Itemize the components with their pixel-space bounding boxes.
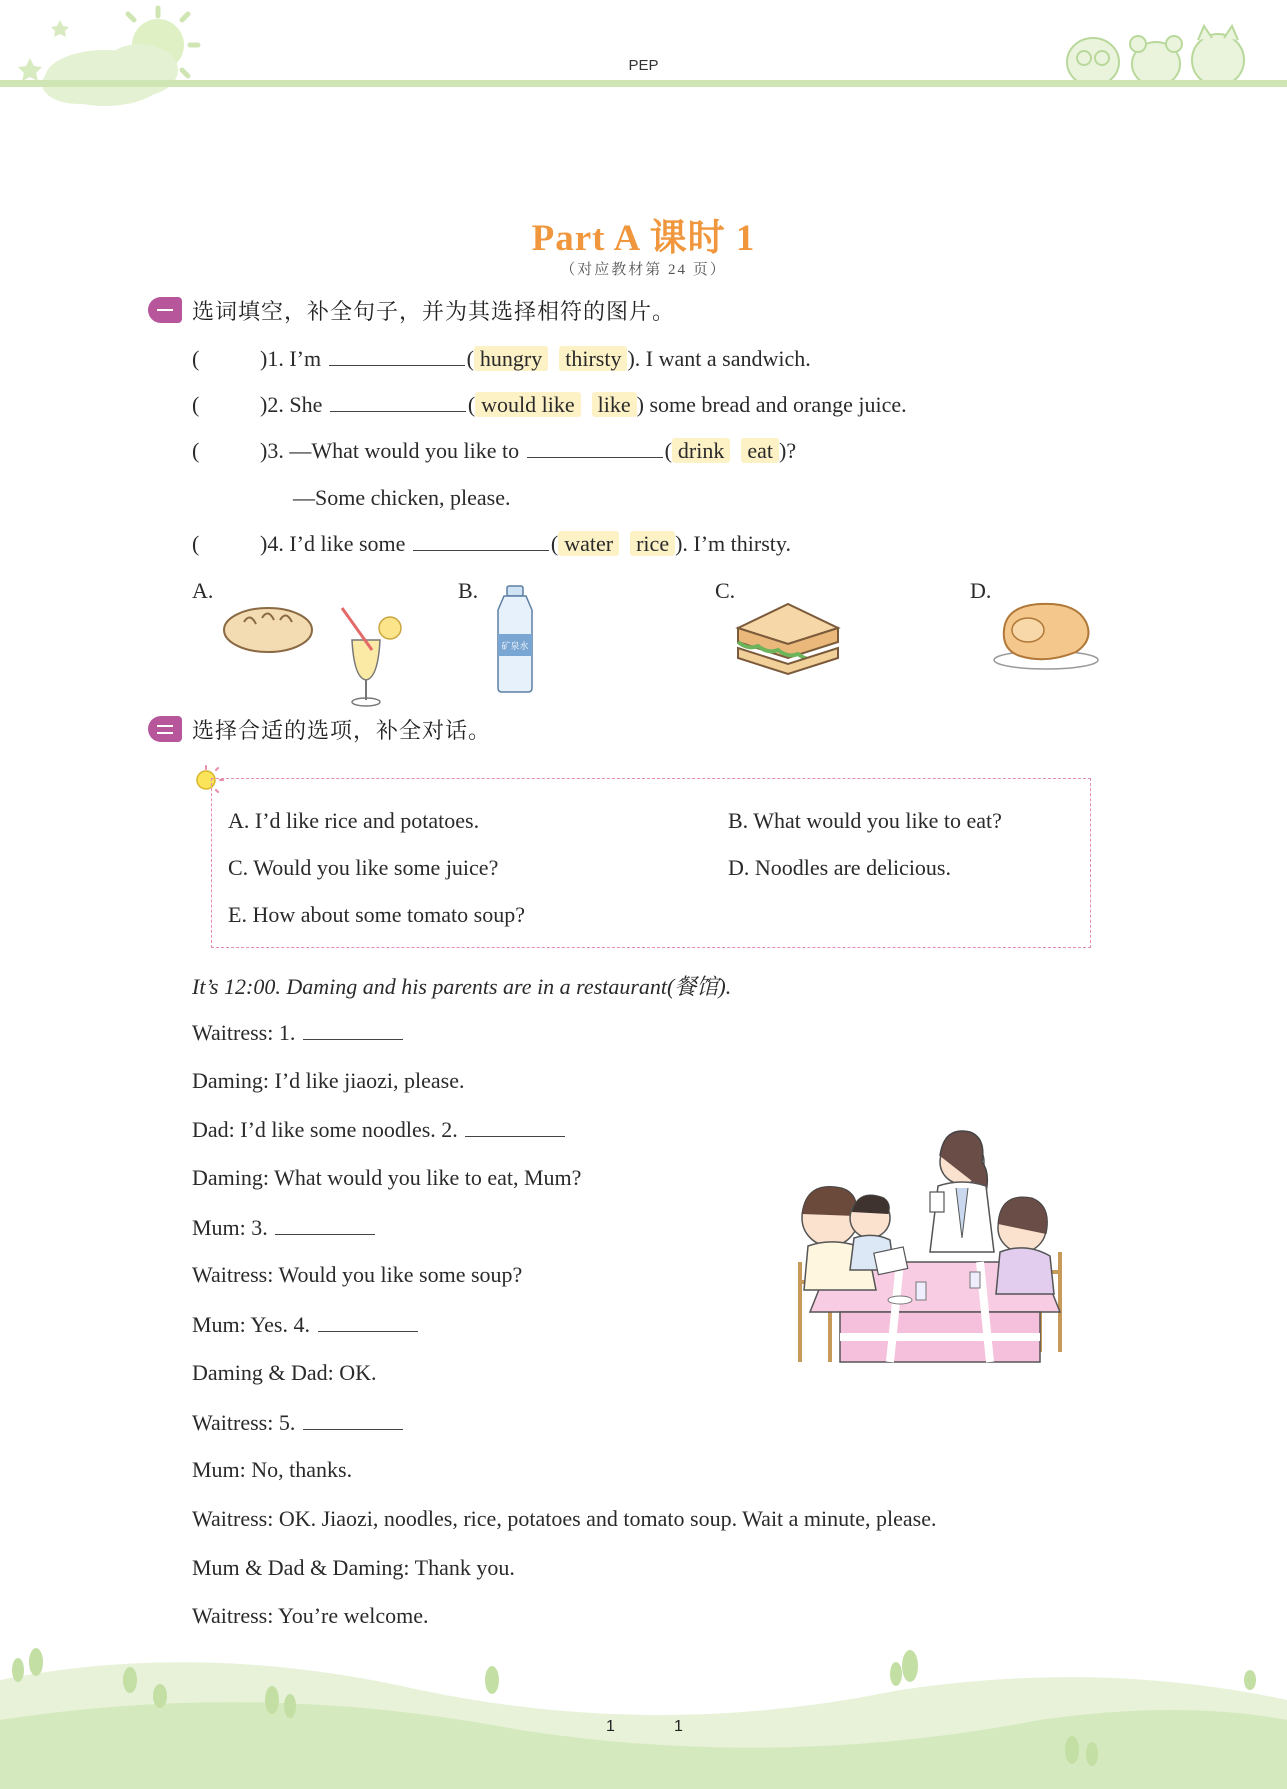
dialogue-line-5: Mum: 3. (192, 1214, 377, 1241)
word-choice: eat (741, 438, 779, 463)
dialogue-line-7: Mum: Yes. 4. (192, 1311, 420, 1338)
fill-blank[interactable] (275, 1214, 375, 1235)
roast-chicken-icon (990, 600, 1100, 672)
word-choice: drink (672, 438, 730, 463)
section-2-heading-text: 选择合适的选项，补全对话。 (192, 718, 492, 744)
question-2: ( )2. She ( would like like ) some bread and orange juice. (192, 390, 907, 420)
dialogue-line-12: Mum & Dad & Daming: Thank you. (192, 1555, 515, 1580)
page-subtitle: （对应教材第 24 页） (560, 262, 727, 278)
question-4: ( )4. I’d like some ( water rice ). I’m thirsty. (192, 529, 791, 559)
fill-blank[interactable] (413, 530, 549, 551)
dialogue-line-2: Daming: I’d like jiaozi, please. (192, 1068, 465, 1093)
answer-paren[interactable]: ( (192, 392, 200, 417)
dialogue-line-11: Waitress: OK. Jiaozi, noodles, rice, potatoes and tomato soup. Wait a minute, please. (192, 1506, 937, 1531)
section-1-heading (148, 295, 675, 325)
section-2-badge (148, 716, 182, 742)
sandwich-icon (734, 600, 842, 678)
restaurant-illustration (790, 1122, 1090, 1370)
page-number-right: 1 (674, 1718, 683, 1735)
header-divider-line (0, 80, 1287, 87)
option-e: E. How about some tomato soup? (228, 902, 525, 927)
picture-label-c: C. (715, 578, 736, 603)
fill-blank[interactable] (465, 1116, 565, 1137)
fill-blank[interactable] (330, 391, 466, 412)
word-choice: water (558, 531, 619, 556)
bottle-label-text: 矿泉水 (501, 642, 529, 652)
answer-paren[interactable]: ( (192, 438, 200, 463)
dialogue-line-10: Mum: No, thanks. (192, 1457, 353, 1482)
answer-paren[interactable]: ( (192, 346, 200, 371)
option-d: D. Noodles are delicious. (728, 855, 951, 880)
page-number-left: 1 (606, 1718, 615, 1735)
dialogue-line-13: Waitress: You’re welcome. (192, 1603, 429, 1628)
question-3-reply: —Some chicken, please. (293, 485, 511, 510)
bread-and-juice-icon (222, 600, 412, 710)
word-choice: hungry (474, 346, 548, 371)
fill-blank[interactable] (527, 437, 663, 458)
fill-blank[interactable] (303, 1019, 403, 1040)
dialogue-line-8: Daming & Dad: OK. (192, 1360, 377, 1385)
fill-blank[interactable] (303, 1409, 403, 1430)
picture-label-b: B. (458, 578, 479, 603)
fill-blank[interactable] (318, 1311, 418, 1332)
header-label: PEP (628, 57, 659, 74)
question-1: ( )1. I’m ( hungry thirsty ). I want a sandwich. (192, 344, 811, 374)
word-choice: rice (630, 531, 675, 556)
dialogue-intro: It’s 12:00. Daming and his parents are in a restaurant(餐馆). (192, 974, 732, 999)
option-a: A. I’d like rice and potatoes. (228, 808, 480, 833)
dialogue-line-3: Dad: I’d like some noodles. 2. (192, 1116, 567, 1143)
page-title: Part A 课时 1 (531, 218, 756, 259)
option-b: B. What would you like to eat? (728, 808, 1002, 833)
dialogue-line-1: Waitress: 1. (192, 1019, 405, 1046)
section-1-badge (148, 297, 182, 323)
option-c: C. Would you like some juice? (228, 855, 499, 880)
word-choice: thirsty (559, 346, 627, 371)
section-2-heading (148, 714, 491, 744)
section-1-heading-text: 选词填空，补全句子，并为其选择相符的图片。 (192, 299, 676, 325)
fill-blank[interactable] (329, 345, 465, 366)
dialogue-line-6: Waitress: Would you like some soup? (192, 1262, 523, 1287)
answer-paren[interactable]: ( (192, 531, 200, 556)
picture-label-a: A. (192, 578, 214, 603)
question-3: ( )3. —What would you like to ( drink eat )? (192, 436, 796, 466)
word-choice: like (592, 392, 637, 417)
dialogue-line-4: Daming: What would you like to eat, Mum? (192, 1165, 582, 1190)
water-bottle-icon (490, 584, 540, 694)
word-choice: would like (475, 392, 581, 417)
footer-hills-decoration (0, 1630, 1287, 1789)
dialogue-line-9: Waitress: 5. (192, 1409, 405, 1436)
picture-label-d: D. (970, 578, 992, 603)
